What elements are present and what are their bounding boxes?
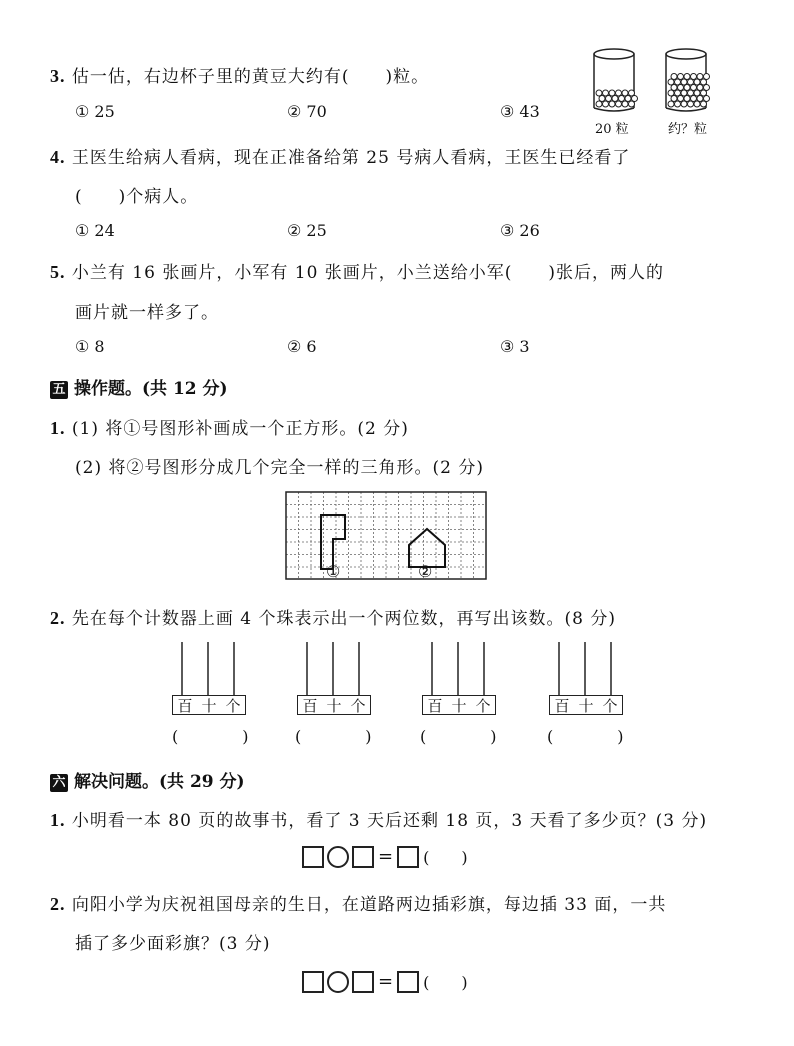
question-3 <box>50 62 429 87</box>
abacus-3-label <box>422 695 496 715</box>
abacus-4-rods <box>547 642 627 697</box>
s6-question-1 <box>50 806 707 831</box>
bean <box>684 74 690 80</box>
answer-box[interactable] <box>352 971 374 993</box>
question-text-line2: 插了多少面彩旗？(3 分) <box>75 934 271 954</box>
option-2: ② 25 <box>287 221 327 240</box>
bean <box>675 101 681 107</box>
bean <box>694 90 700 96</box>
hundreds-label: 百 <box>427 696 443 715</box>
bean <box>609 90 615 96</box>
operator-circle[interactable] <box>327 971 349 993</box>
question-5 <box>50 258 664 283</box>
s6-question-2 <box>50 890 666 915</box>
bean <box>616 90 622 96</box>
bean <box>704 96 710 102</box>
bean <box>671 85 677 91</box>
question-number: 3. <box>50 66 66 86</box>
dot-grid-figure <box>285 491 493 583</box>
bean <box>671 74 677 80</box>
section-title: 解决问题。(共 29 分) <box>74 772 245 792</box>
s5-question-2 <box>50 604 616 629</box>
cup-left <box>594 49 638 111</box>
question-text: 小明看一本 80 页的故事书，看了 3 天后还剩 18 页，3 天看了多少页？(3 分) <box>71 811 708 831</box>
option-3: ③ 3 <box>500 337 530 356</box>
bean <box>681 90 687 96</box>
bean <box>668 101 674 107</box>
abacus-2-answer[interactable]: ( ) <box>295 727 372 746</box>
equation-1 <box>302 845 468 868</box>
bean <box>616 101 622 107</box>
bean <box>612 96 618 102</box>
answer-box[interactable] <box>302 971 324 993</box>
shape-1-label: ① <box>326 562 341 581</box>
cup-right-label: 约？粒 <box>668 122 708 137</box>
bean <box>691 96 697 102</box>
bean <box>599 96 605 102</box>
unit-blank[interactable]: ( ) <box>423 848 468 867</box>
shape-2-label: ② <box>418 562 433 581</box>
question-number: 4. <box>50 147 66 167</box>
bean <box>701 90 707 96</box>
option-1: ① 8 <box>75 337 105 356</box>
question-text: 估一估，右边杯子里的黄豆大约有( )粒。 <box>71 67 430 87</box>
bean <box>609 101 615 107</box>
abacus-1-label <box>172 695 246 715</box>
bean <box>603 101 609 107</box>
question-part1: (1) 将①号图形补画成一个正方形。(2 分) <box>71 419 409 439</box>
option-2: ② 6 <box>287 337 317 356</box>
ones-label: 个 <box>350 696 366 715</box>
tens-label: 十 <box>326 696 342 715</box>
bean <box>688 101 694 107</box>
option-3: ③ 26 <box>500 221 540 240</box>
section-6-heading <box>50 767 245 792</box>
answer-box[interactable] <box>302 846 324 868</box>
section-badge: 六 <box>50 774 68 792</box>
question-number: 5. <box>50 262 66 282</box>
bean <box>675 79 681 85</box>
bean <box>678 96 684 102</box>
abacus-4-label <box>549 695 623 715</box>
bean <box>684 85 690 91</box>
answer-box[interactable] <box>397 971 419 993</box>
bean <box>603 90 609 96</box>
bean <box>704 85 710 91</box>
tens-label: 十 <box>578 696 594 715</box>
bean <box>691 85 697 91</box>
cup-right <box>666 49 710 111</box>
abacus-3-rods <box>420 642 500 697</box>
option-2: ② 70 <box>287 102 327 121</box>
question-number: 2. <box>50 894 66 914</box>
abacus-1-rods <box>170 642 250 697</box>
equals-sign: = <box>378 846 394 867</box>
unit-blank[interactable]: ( ) <box>423 973 468 992</box>
bean <box>681 79 687 85</box>
abacus-2-rods <box>295 642 375 697</box>
cup-left-label: 20 粒 <box>595 122 629 137</box>
bean <box>678 85 684 91</box>
bean <box>694 79 700 85</box>
bean <box>625 96 631 102</box>
bean <box>688 79 694 85</box>
bean <box>691 74 697 80</box>
abacus-4-answer[interactable]: ( ) <box>547 727 624 746</box>
bean <box>629 101 635 107</box>
bean <box>688 90 694 96</box>
ones-label: 个 <box>475 696 491 715</box>
bean <box>671 96 677 102</box>
cups-illustration <box>588 46 718 116</box>
bean <box>697 74 703 80</box>
hundreds-label: 百 <box>177 696 193 715</box>
bean <box>704 74 710 80</box>
bean <box>622 90 628 96</box>
bean <box>701 79 707 85</box>
bean <box>668 90 674 96</box>
question-4 <box>50 143 630 168</box>
bean <box>684 96 690 102</box>
bean <box>697 96 703 102</box>
equation-2 <box>302 970 468 993</box>
bean <box>606 96 612 102</box>
bean <box>694 101 700 107</box>
abacus-3-answer[interactable]: ( ) <box>420 727 497 746</box>
hundreds-label: 百 <box>302 696 318 715</box>
abacus-1-answer[interactable]: ( ) <box>172 727 249 746</box>
section-badge: 五 <box>50 381 68 399</box>
section-title: 操作题。(共 12 分) <box>74 379 228 399</box>
option-1: ① 25 <box>75 102 115 121</box>
answer-box[interactable] <box>397 846 419 868</box>
question-part2: (2) 将②号图形分成几个完全一样的三角形。(2 分) <box>75 458 484 478</box>
bean <box>668 79 674 85</box>
bean <box>596 101 602 107</box>
bean <box>622 101 628 107</box>
tens-label: 十 <box>201 696 217 715</box>
question-text-line2: 画片就一样多了。 <box>75 303 219 323</box>
bean <box>632 96 638 102</box>
bean <box>619 96 625 102</box>
ones-label: 个 <box>602 696 618 715</box>
option-1: ① 24 <box>75 221 115 240</box>
operator-circle[interactable] <box>327 846 349 868</box>
section-5-heading <box>50 374 228 399</box>
bean <box>681 101 687 107</box>
bean <box>629 90 635 96</box>
question-text-line1: 王医生给病人看病，现在正准备给第 25 号病人看病，王医生已经看了 <box>71 148 631 168</box>
question-number: 1. <box>50 418 66 438</box>
bean <box>697 85 703 91</box>
bean <box>596 90 602 96</box>
abacus-2-label <box>297 695 371 715</box>
bean <box>701 101 707 107</box>
hundreds-label: 百 <box>554 696 570 715</box>
shape-1 <box>321 515 345 569</box>
option-3: ③ 43 <box>500 102 540 121</box>
question-number: 2. <box>50 608 66 628</box>
bean <box>678 74 684 80</box>
s5-question-1 <box>50 414 409 439</box>
ones-label: 个 <box>225 696 241 715</box>
bean <box>675 90 681 96</box>
question-text: 先在每个计数器上画 4 个珠表示出一个两位数，再写出该数。(8 分) <box>71 609 617 629</box>
question-text-line1: 向阳小学为庆祝祖国母亲的生日，在道路两边插彩旗，每边插 33 面，一共 <box>71 895 667 915</box>
equals-sign: = <box>378 971 394 992</box>
question-text-line1: 小兰有 16 张画片，小军有 10 张画片，小兰送给小军( )张后，两人的 <box>71 263 665 283</box>
question-number: 1. <box>50 810 66 830</box>
tens-label: 十 <box>451 696 467 715</box>
answer-box[interactable] <box>352 846 374 868</box>
question-text-line2: ( )个病人。 <box>75 187 199 207</box>
